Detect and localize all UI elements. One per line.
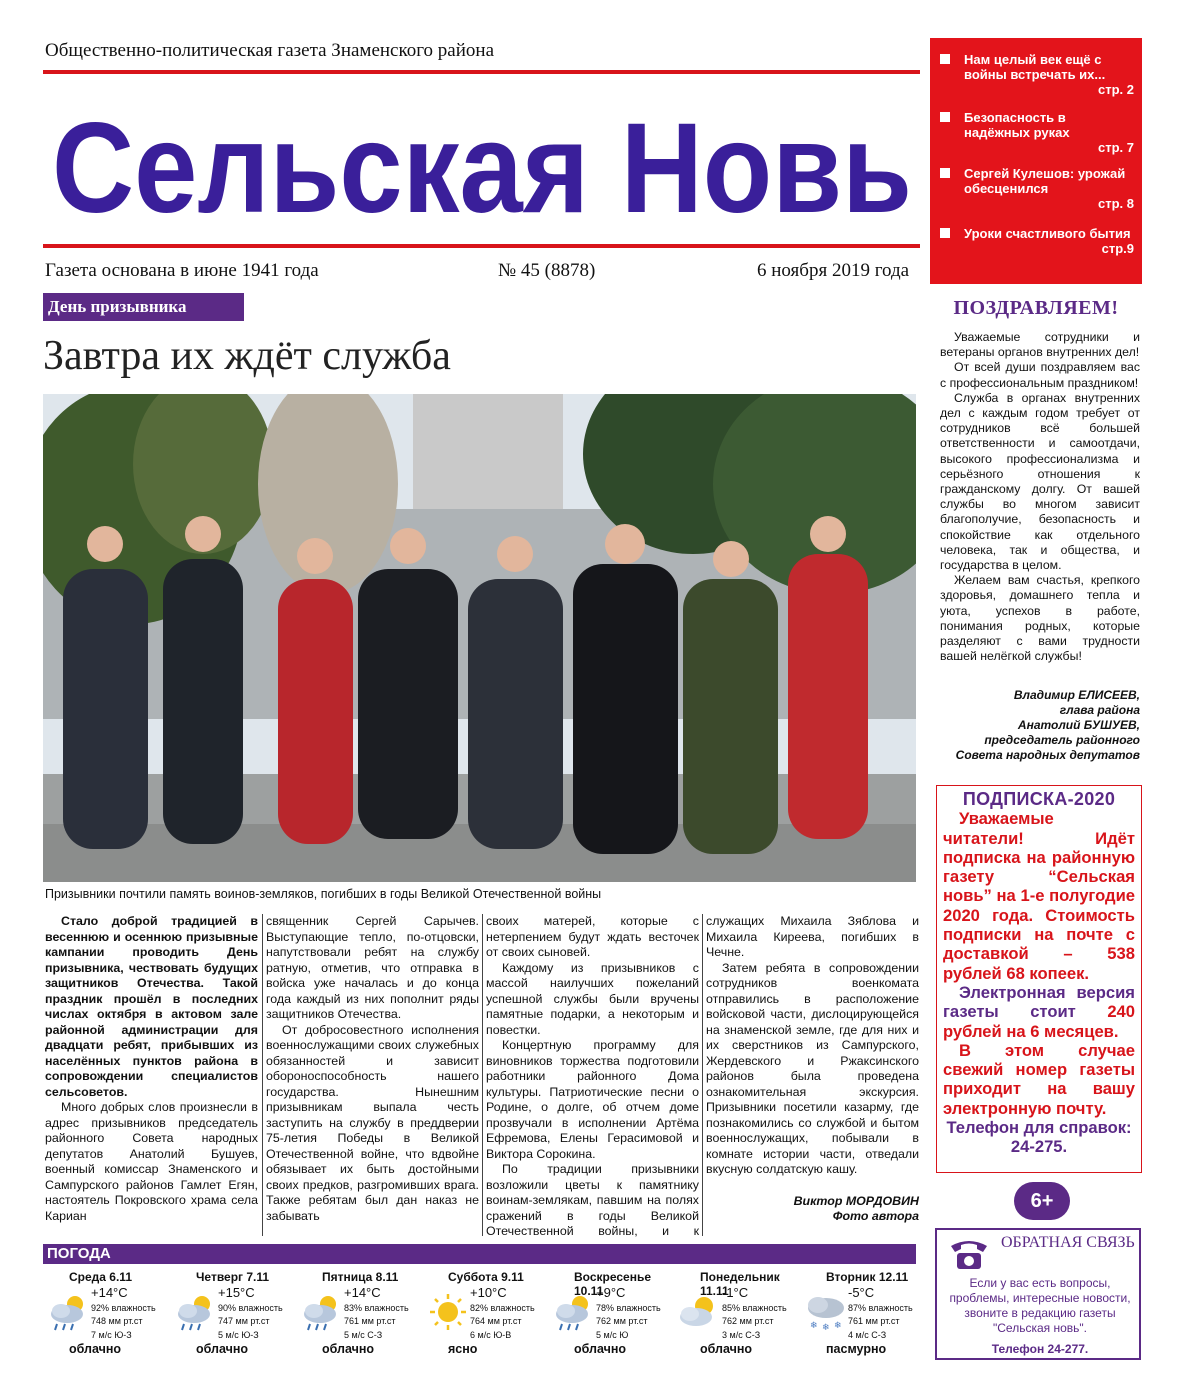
bullet-square-icon — [940, 54, 950, 64]
signer-role: председатель районного Совета народных депутатов — [955, 733, 1140, 762]
table-of-contents — [930, 38, 1142, 284]
cloud-sun-rain-icon — [552, 1292, 596, 1332]
group-photo-illustration — [43, 394, 916, 882]
weather-pressure: 761 мм рт.ст — [344, 1316, 396, 1326]
sun-icon — [426, 1292, 470, 1332]
svg-text:❄: ❄ — [822, 1323, 830, 1332]
weather-humidity: 83% влажность — [344, 1303, 409, 1313]
article-paragraph: Концертную программу для виновников торжества подготовили работники районного Дома культуры. Патриотические песни о Родине, о долге, об отчем доме прозвучали в исполнении Артёма Ефремова, Елены Герасимовой и Виктора Сорокина. — [486, 1038, 699, 1161]
weather-title: ПОГОДА — [43, 1244, 916, 1264]
bullet-square-icon — [940, 228, 950, 238]
weather-day-name: Понедельник 11.11 — [700, 1270, 780, 1298]
weather-day — [676, 1270, 802, 1360]
congrats-title: ПОЗДРАВЛЯЕМ! — [953, 297, 1119, 319]
weather-pressure: 764 мм рт.ст — [470, 1316, 522, 1326]
congrats-signers — [940, 688, 1140, 763]
article-paragraph: своих матерей, которые с нетерпением будут ждать весточек от своих сыновей. — [486, 914, 699, 959]
weather-condition: облачно — [196, 1342, 249, 1356]
weather-wind: 5 м/с Ю — [596, 1330, 629, 1340]
weather-condition: облачно — [322, 1342, 375, 1356]
toc-item[interactable] — [940, 166, 1134, 211]
issue-date: 6 ноября 2019 года — [757, 260, 910, 281]
weather-pressure: 762 мм рт.ст — [596, 1316, 648, 1326]
age-rating-badge: 6+ — [1014, 1182, 1070, 1220]
weather-wind: 5 м/с Ю-З — [218, 1330, 259, 1340]
weather-day — [172, 1270, 298, 1360]
feedback-body: Если у вас есть вопросы, проблемы, интересные новости, звоните в редакцию газеты "Сельская новь". — [949, 1276, 1131, 1335]
weather-day — [298, 1270, 424, 1360]
toc-item-title: Сергей Кулешов: урожай обесценился — [964, 166, 1126, 196]
weather-day-name: Пятница 8.11 — [322, 1270, 399, 1284]
cloud-sun-rain-icon — [174, 1292, 218, 1332]
weather-condition: пасмурно — [826, 1342, 887, 1356]
article-headline: Завтра их ждёт служба — [43, 333, 451, 379]
weather-humidity: 82% влажность — [470, 1303, 535, 1313]
congrats-paragraph: От всей души поздравляем вас с профессиональным праздником! — [940, 360, 1140, 390]
section-tag: День призывника — [43, 293, 244, 321]
issue-number: № 45 (8878) — [498, 260, 596, 281]
cloud-sun-icon — [678, 1292, 722, 1332]
feedback-phone: Телефон 24-277. — [991, 1342, 1089, 1356]
toc-item-page: стр. 8 — [1098, 196, 1134, 211]
weather-pressure: 762 мм рт.ст — [722, 1316, 774, 1326]
article-lead: Стало доброй традицией в весеннюю и осеннюю призывные кампании проводить День призывника, чествовать будущих защитников Отечества. Такой праздник прошёл в последних числах октября в актовом зале районной администрации для двадцати ребят, прибывших из населённых пунктов района в сопровождении специалистов сельсоветов. — [45, 914, 258, 1099]
toc-item-title: Безопасность в надёжных руках — [964, 110, 1070, 140]
congrats-paragraph: Служба в органах внутренних дел с каждым годом требует от сотрудников всё большей ответственности и самоотдачи, высокого профессионализма и серьёзного отношения к гражданскому долгу. От вашей службы во многом зависит благополучие, безопасность и спокойствие как отдельного человека, так и общества, и государства в целом. — [940, 390, 1140, 573]
article-column-3 — [486, 914, 699, 1255]
svg-text:❄: ❄ — [834, 1321, 842, 1331]
weather-pressure: 748 мм рт.ст — [91, 1316, 143, 1326]
photo-credit: Фото автора — [832, 1209, 919, 1223]
header-top-rule — [43, 70, 920, 74]
cloud-sun-rain-icon — [47, 1292, 91, 1332]
subscription-text: Электронная версия газеты стоит — [943, 982, 1135, 1022]
cloud-snow-icon — [804, 1292, 848, 1332]
congrats-paragraph: Уважаемые сотрудники и ветераны органов внутренних дел! — [940, 330, 1140, 360]
subscription-paragraph: Уважаемые читатели! Идёт подписка на районную газету “Сельская новь” на 1-е полугодие 2020 года. Стоимость подписки на почте с доставкой – 538 рублей 68 копеек. — [943, 809, 1135, 983]
weather-wind: 5 м/с С-З — [344, 1330, 383, 1340]
subscription-box — [936, 785, 1142, 1173]
weather-day-name: Суббота 9.11 — [448, 1270, 524, 1284]
telephone-icon — [947, 1236, 991, 1272]
weather-humidity: 90% влажность — [218, 1303, 283, 1313]
column-divider — [702, 914, 703, 1236]
toc-item-page: стр. 7 — [1098, 140, 1134, 155]
weather-day-name: Воскресенье 10.11 — [574, 1270, 652, 1298]
photo-caption: Призывники почтили память воинов-земляков, погибших в годы Великой Отечественной войны — [45, 887, 602, 901]
weather-condition: ясно — [448, 1342, 478, 1356]
article-column-2 — [266, 914, 479, 1224]
subscription-paragraph: В этом случае свежий номер газеты приходит на вашу электронную почту. — [943, 1040, 1135, 1118]
toc-item[interactable] — [940, 110, 1134, 155]
weather-condition: облачно — [700, 1342, 753, 1356]
feedback-title: ОБРАТНАЯ СВЯЗЬ — [1001, 1234, 1135, 1251]
toc-item[interactable] — [940, 52, 1134, 97]
article-column-1 — [45, 914, 258, 1224]
weather-wind: 3 м/с С-З — [722, 1330, 761, 1340]
weather-humidity: 85% влажность — [722, 1303, 787, 1313]
congrats-paragraph: Желаем вам счастья, крепкого здоровья, домашнего тепла и уюта, успехов в работе, понимания родных, которые разделяют с вами трудности вашей нелёгкой службы! — [940, 573, 1140, 664]
weather-wind: 7 м/с Ю-З — [91, 1330, 132, 1340]
weather-temp: -1°С — [722, 1285, 749, 1300]
signer-name: Анатолий БУШУЕВ, — [1017, 718, 1140, 732]
masthead — [50, 90, 920, 240]
signer-name: Владимир ЕЛИСЕЕВ, — [1013, 688, 1140, 702]
masthead-title: Сельская Новь — [52, 97, 912, 240]
subscription-title: ПОДПИСКА-2020 — [962, 789, 1116, 809]
weather-day — [550, 1270, 676, 1360]
weather-day — [45, 1270, 171, 1360]
weather-day-name: Среда 6.11 — [69, 1270, 132, 1284]
weather-temp: +15°С — [218, 1285, 255, 1300]
signer-role: глава района — [1059, 703, 1140, 717]
svg-text:❄: ❄ — [810, 1321, 818, 1331]
article-paragraph: Много добрых слов произнесли в адрес призывников председатель районного Совета народных депутатов Анатолий Бушуев, военный комиссар Знаменского и Сампурского районов Гамлет Егян, настоятель Покровского храма села Кариан — [45, 1100, 258, 1223]
toc-item-title: Нам целый век ещё с войны встречать их... — [964, 52, 1106, 82]
weather-humidity: 87% влажность — [848, 1303, 913, 1313]
weather-day — [802, 1270, 928, 1360]
toc-item-title: Уроки счастливого бытия — [964, 226, 1131, 241]
weather-temp: -5°С — [848, 1285, 875, 1300]
article-paragraph: По традиции призывники возложили цветы к памятнику воинам-землякам, павшим на полях сражений в годы Великой Отечественной войны, и к — [486, 1162, 699, 1238]
weather-pressure: 747 мм рт.ст — [218, 1316, 270, 1326]
toc-item-page: стр.9 — [1101, 241, 1134, 256]
founded-note: Газета основана в июне 1941 года — [45, 260, 319, 281]
article-paragraph: Каждому из призывников с массой наилучших пожеланий успешной службы были вручены памятные подарки, а некоторым и повестки. — [486, 960, 699, 1037]
subscription-phone: Телефон для справок: 24-275. — [946, 1118, 1132, 1157]
article-photo — [43, 394, 916, 882]
bullet-square-icon — [940, 112, 950, 122]
weather-wind: 6 м/с Ю-В — [470, 1330, 512, 1340]
article-paragraph: служащих Михаила Зяблова и Михаила Киреева, погибших в Чечне. — [706, 914, 919, 959]
weather-pressure: 761 мм рт.ст — [848, 1316, 900, 1326]
toc-item[interactable] — [940, 226, 1134, 256]
weather-temp: +10°С — [470, 1285, 507, 1300]
weather-temp: +9°С — [596, 1285, 626, 1300]
article-column-4 — [706, 914, 919, 1225]
weather-temp: +14°С — [91, 1285, 128, 1300]
feedback-box — [935, 1228, 1141, 1360]
weather-day-name: Вторник 12.11 — [826, 1270, 909, 1284]
header-bottom-rule — [43, 244, 920, 248]
newspaper-tagline: Общественно-политическая газета Знаменского района — [45, 40, 495, 61]
weather-condition: облачно — [574, 1342, 627, 1356]
column-divider — [482, 914, 483, 1236]
weather-day — [424, 1270, 550, 1360]
article-paragraph: От добросовестного исполнения военнослужащими своих служебных обязанностей и зависит обороноспособность нашего государства. Нынешним призывникам выпала честь заступить на службу в преддверии 75-летия Победы в Великой Отечественной войне, что вдвойне обязывает их быть достойными своих предков, разгромивших врага. Также ребятам был дан наказ не забывать — [266, 1022, 479, 1223]
cloud-sun-rain-icon — [300, 1292, 344, 1332]
weather-humidity: 92% влажность — [91, 1303, 156, 1313]
weather-wind: 4 м/с С-З — [848, 1330, 887, 1340]
article-author: Виктор МОРДОВИН — [793, 1193, 919, 1208]
article-paragraph: Затем ребята в сопровождении сотрудников военкомата отправились в расположение войсковой части, дислоцирующейся на знаменской земле, где для них и их сверстников из Сампурского, Жердевского и Ржаксинского районов была проведена ознакомительная экскурсия. Призывники посетили казарму, где познакомились со службой и бытом военнослужащих, побывали в комнате истории части, отведали вкусную солдатскую кашу. — [706, 960, 919, 1176]
column-divider — [262, 914, 263, 1236]
toc-item-page: стр. 2 — [1098, 82, 1134, 97]
congrats-body — [940, 330, 1140, 664]
weather-temp: +14°С — [344, 1285, 381, 1300]
weather-condition: облачно — [69, 1342, 122, 1356]
subscription-paragraph — [943, 983, 1135, 1041]
subscription-text: 240 рублей на 6 месяцев. — [943, 1002, 1135, 1041]
masthead-title-svg — [50, 90, 920, 240]
bullet-square-icon — [940, 168, 950, 178]
weather-humidity: 78% влажность — [596, 1303, 661, 1313]
article-paragraph: священник Сергей Сарычев. Выступающие тепло, по-отцовски, напутствовали ребят на службу ратную, отметив, что отправка в войска уже началась и до конца года каждый из них пополнит ряды защитников Отечества. — [266, 914, 479, 1021]
weather-day-name: Четверг 7.11 — [196, 1270, 270, 1284]
